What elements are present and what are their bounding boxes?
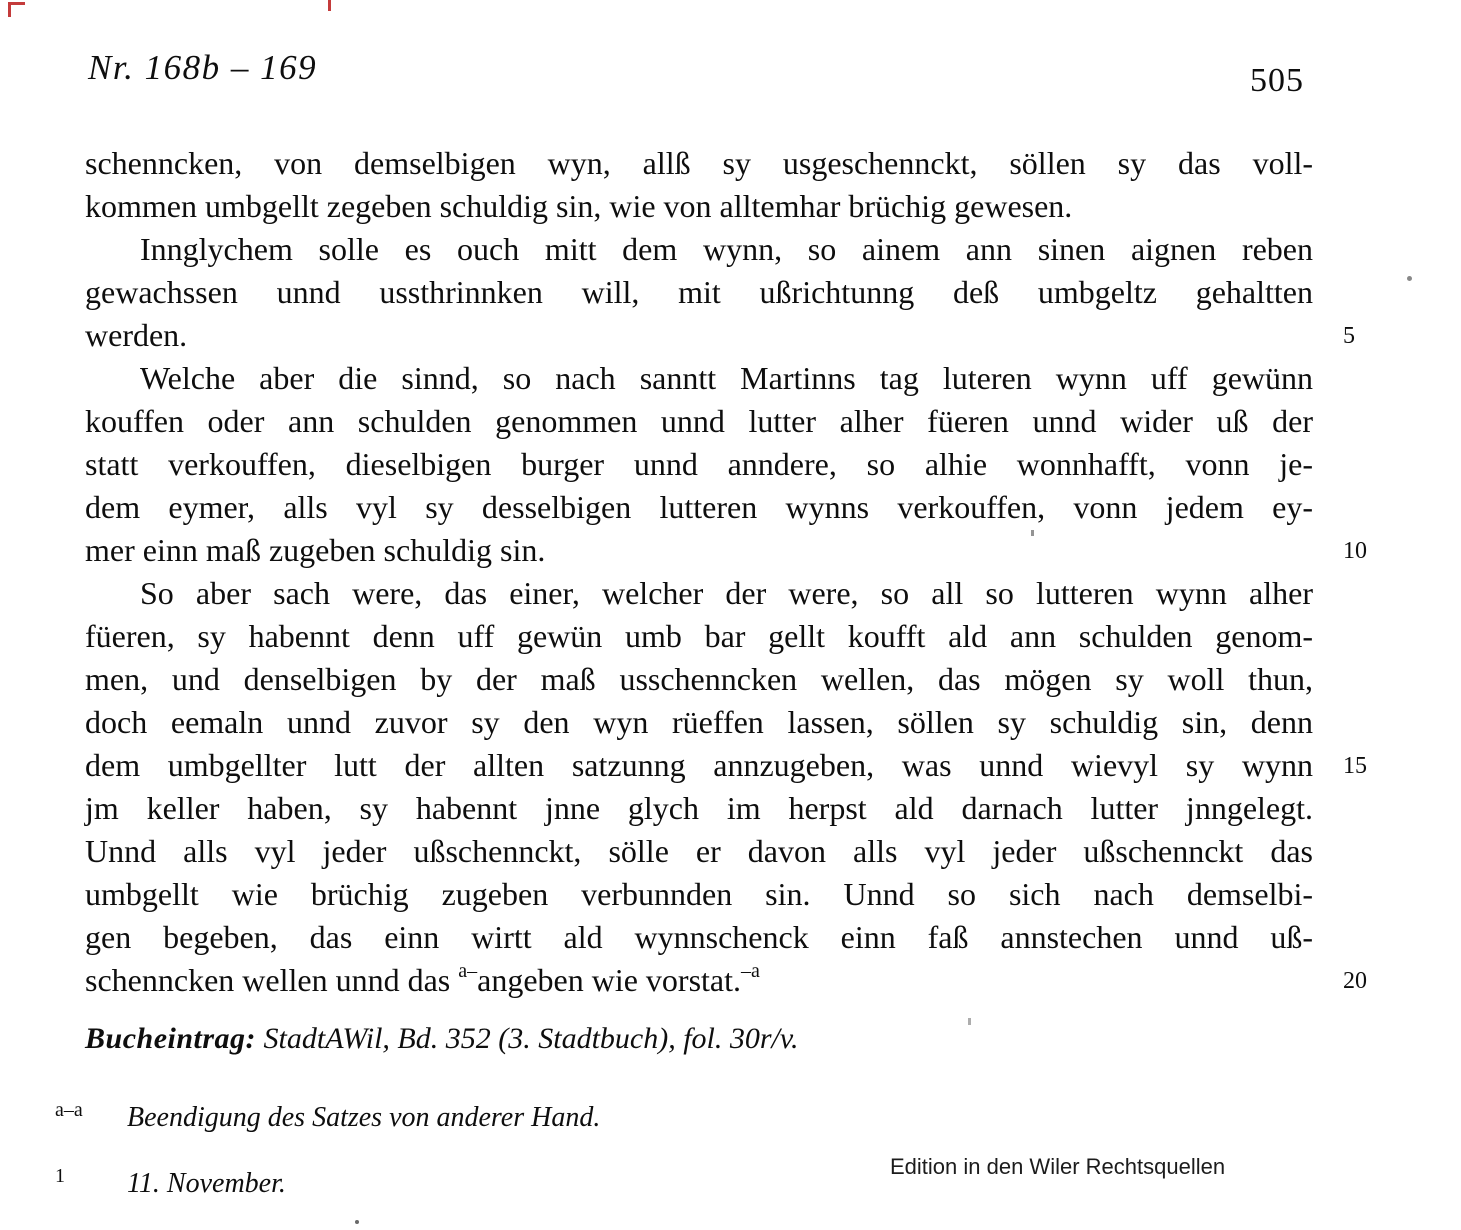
text-segment: angeben wie vorstat.	[477, 962, 742, 998]
scan-speck	[355, 1220, 359, 1224]
text-line	[85, 615, 1313, 658]
text-segment: statt verkouffen, dieselbigen burger unnd anndere, so alhie wonnhafft, vonn je-	[85, 446, 1313, 482]
scan-speck	[1407, 276, 1412, 281]
text-segment: dem eymer, alls vyl sy desselbigen lutteren wynns verkouffen, vonn jedem ey-	[85, 489, 1313, 525]
footnote-ref: –a	[741, 960, 760, 983]
source-reference-line	[85, 1022, 798, 1056]
text-segment: dem umbgellter lutt der allten satzunng annzugeben, was unnd wievyl sy wynn	[85, 747, 1313, 783]
text-line	[85, 787, 1313, 830]
text-line	[85, 658, 1313, 701]
text-line	[85, 228, 1313, 271]
text-line	[85, 185, 1313, 228]
running-header-title: Nr. 168b – 169	[88, 48, 318, 87]
text-segment: werden.	[85, 317, 188, 353]
scan-speck	[968, 1018, 971, 1025]
text-line	[85, 572, 1313, 615]
body-text	[85, 142, 1367, 1002]
text-segment: doch eemaln unnd zuvor sy den wyn rüeffen lassen, söllen sy schuldig sin, denn	[85, 704, 1313, 740]
text-segment: kommen umbgellt zegeben schuldig sin, wie von alltemhar brüchig gewesen.	[85, 188, 1073, 224]
text-segment: Unnd alls vyl jeder ußschennckt, sölle er davon alls vyl jeder ußschennckt das	[85, 833, 1313, 869]
text-segment: Innglychem solle es ouch mitt dem wynn, so ainem ann sinen aignen reben	[140, 231, 1313, 267]
text-line	[85, 916, 1313, 959]
text-segment: gewachssen unnd ussthrinnken will, mit ußrichtunng deß umbgeltz gehaltten	[85, 274, 1313, 310]
footnote-1: 1 11. November.	[55, 1164, 286, 1199]
text-line	[85, 701, 1313, 744]
text-line	[85, 271, 1313, 314]
text-segment: So aber sach were, das einer, welcher der were, so all so lutteren wynn alher	[140, 575, 1313, 611]
text-segment: jm keller haben, sy habennt jnne glych im herpst ald darnach lutter jnngelegt.	[85, 790, 1313, 826]
page-number: 505	[1250, 62, 1304, 99]
scan-artifact-red	[328, 0, 331, 11]
margin-line-number: 10	[1343, 538, 1367, 564]
footnote-a: a–a Beendigung des Satzes von anderer Hand.	[55, 1098, 601, 1133]
text-line	[85, 314, 1355, 357]
text-line	[85, 142, 1313, 185]
text-line	[85, 443, 1313, 486]
text-segment: schenncken wellen unnd das	[85, 962, 459, 998]
text-segment: schenncken, von demselbigen wyn, allß sy usgeschennckt, söllen sy das voll-	[85, 145, 1313, 181]
margin-line-number: 15	[1343, 753, 1367, 779]
edition-note: Edition in den Wiler Rechtsquellen	[890, 1154, 1226, 1179]
text-line	[85, 873, 1313, 916]
text-line	[85, 744, 1367, 787]
text-segment: Welche aber die sinnd, so nach sanntt Martinns tag luteren wynn uff gewünn	[140, 360, 1313, 396]
text-segment: füeren, sy habennt denn uff gewün umb bar gellt koufft ald ann schulden genom-	[85, 618, 1313, 654]
footnote-text: Beendigung des Satzes von anderer Hand.	[127, 1102, 601, 1133]
footnote-ref: a–	[458, 960, 478, 983]
text-segment: kouffen oder ann schulden genommen unnd lutter alher füeren unnd wider uß der	[85, 403, 1313, 439]
text-segment: mer einn maß zugeben schuldig sin.	[85, 532, 546, 568]
text-segment: men, und denselbigen by der maß usschenncken wellen, das mögen sy woll thun,	[85, 661, 1313, 697]
text-line	[85, 400, 1313, 443]
text-line	[85, 486, 1313, 529]
footnote-text: 11. November.	[127, 1168, 286, 1199]
text-line	[85, 529, 1367, 572]
text-segment: gen begeben, das einn wirtt ald wynnschenck einn faß annstechen unnd uß-	[85, 919, 1313, 955]
source-reference-value: StadtAWil, Bd. 352 (3. Stadtbuch), fol. 30r/v.	[256, 1022, 799, 1055]
scan-artifact-red	[8, 2, 25, 17]
text-line	[85, 357, 1313, 400]
text-line	[85, 830, 1313, 873]
text-segment: umbgellt wie brüchig zugeben verbunnden sin. Unnd so sich nach demselbi-	[85, 876, 1313, 912]
margin-line-number: 20	[1343, 968, 1367, 994]
source-reference-label: Bucheintrag:	[85, 1022, 257, 1055]
margin-line-number: 5	[1343, 323, 1355, 349]
text-line	[85, 959, 1367, 1002]
